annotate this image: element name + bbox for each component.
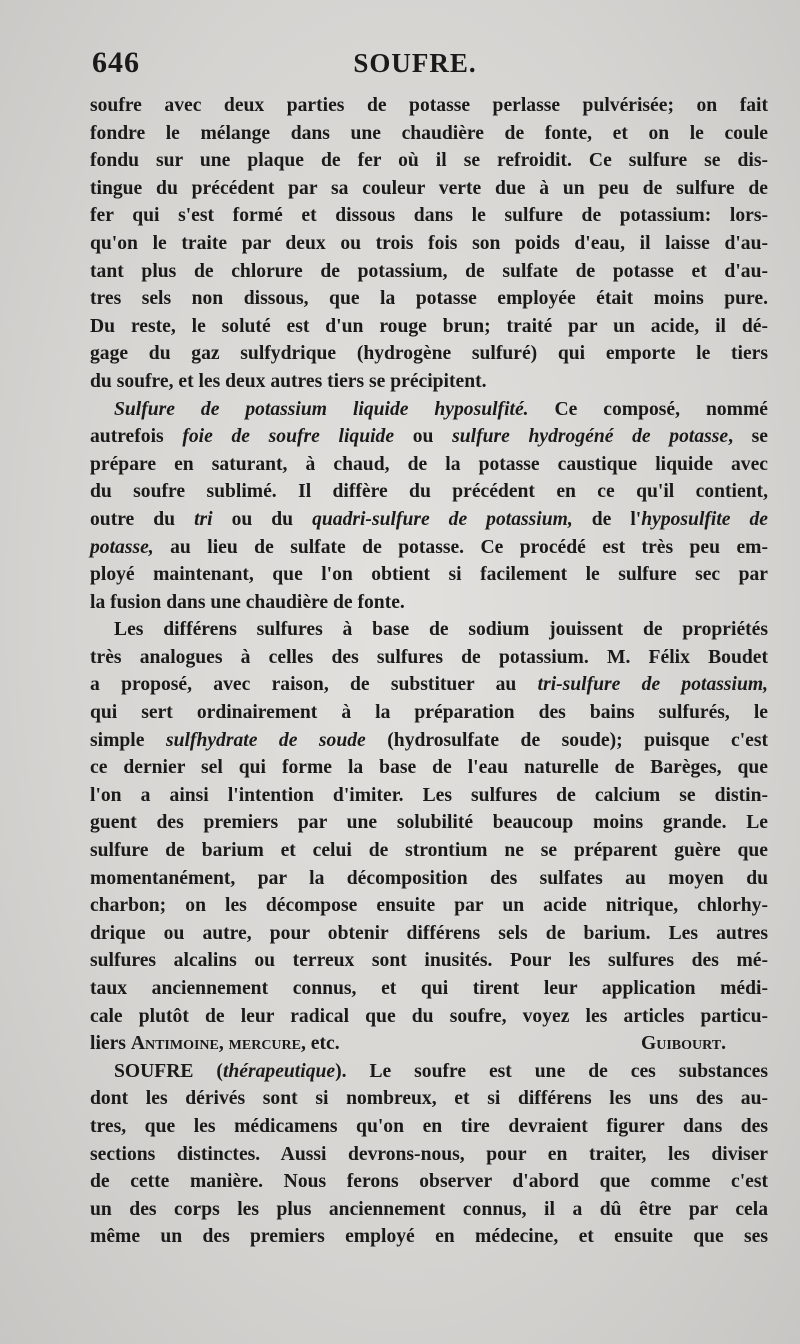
paragraph-line: prépare en saturant, à chaud, de la potasse caustique liquide avec [90,453,768,475]
text-line: qu'on le traite par deux ou trois fois son poids d'eau, il laisse d'au- [90,232,768,254]
paragraph-line: qui sert ordinairement à la préparation des bains sulfurés, le [90,702,768,724]
text-run: Ce composé, nommé [528,398,768,420]
paragraph-line: charbon; on les décompose ensuite par un acide nitrique, chlorhy- [90,895,768,917]
text-run: outre du [90,508,195,530]
paragraph-line: un des corps les plus anciennement connus, il a dû être par cela [90,1198,768,1220]
paragraph-line [90,727,768,755]
paragraph-line: de cette manière. Nous ferons observer d'abord que comme c'est [90,1171,768,1193]
small-caps-term: mercure [228,1033,301,1055]
author-signature: Guibourt. [641,1033,726,1055]
paragraph-line [90,396,768,424]
paragraph-line: du soufre sublimé. Il diffère du précédent en ce qu'il contient, [90,481,768,503]
paragraph-line: dont les dérivés sont si nombreux, et si différens les uns des au- [90,1088,768,1110]
paragraph-line: l'on a ainsi l'intention d'imiter. Les sulfures de calcium se distin- [90,784,768,806]
italic-term: tri [194,508,213,530]
paragraph-line: drique ou autre, pour obtenir différens sels de barium. Les autres [90,922,768,944]
paragraph-line: ce dernier sel qui forme la base de l'eau naturelle de Barèges, que [90,757,768,779]
italic-term: Sulfure de potassium liquide hyposulfité. [114,398,529,420]
entry-heading: SOUFRE [114,1060,194,1082]
paragraph-line: la fusion dans une chaudière de fonte. [90,591,405,613]
italic-term: potasse, [90,536,154,558]
paragraph-line: sections distinctes. Aussi devrons-nous, pour en traiter, les diviser [90,1143,768,1165]
signature-line [90,1030,768,1058]
text-run: au lieu de sulfate de potasse. Ce procédé est très peu em- [153,536,768,558]
paragraph-line: sulfures alcalins ou terreux sont inusités. Pour les sulfures des mé- [90,950,768,972]
paragraph-line: ployé maintenant, que l'on obtient si facilement le sulfure sec par [90,564,768,586]
text-line: tant plus de chlorure de potassium, de sulfate de potasse et d'au- [90,260,768,282]
text-run: ). Le soufre est une de ces substances [335,1060,768,1082]
page-body [90,92,768,1251]
page-number: 646 [92,46,140,79]
italic-term: thérapeutique [222,1060,336,1082]
paragraph-line: même un des premiers employé en médecine, et ensuite que ses [90,1226,768,1248]
italic-term: sulfhydrate de soude [165,729,366,751]
text-line: fondu sur une plaque de fer où il se refroidit. Ce sulfure se dis- [90,150,768,172]
paragraph-line [90,1058,768,1086]
text-line: fer qui s'est formé et dissous dans le sulfure de potassium: lors- [90,205,768,227]
paragraph-line: taux anciennement connus, et qui tirent leur application médi- [90,978,768,999]
paragraph-line: momentanément, par la décomposition des sulfates au moyen du [90,867,768,889]
text-line: tres sels non dissous, que la potasse employée était moins pure. [90,288,768,310]
italic-term: sulfure hydrogéné de potasse [452,426,729,448]
italic-term: quadri-sulfure de potassium, [312,508,573,530]
text-run: (hydrosulfate de soude); puisque c'est [365,729,769,751]
paragraph-line: Les différens sulfures à base de sodium jouissent de propriétés [114,619,768,641]
text-run: , se [728,426,768,448]
text-run: ( [193,1060,223,1082]
text-run: autrefois [90,426,183,448]
paragraph-line: très analogues à celles des sulfures de potassium. M. Félix Boudet [90,646,768,668]
paragraph-line: guent des premiers par une solubilité beaucoup moins grande. Le [90,812,768,834]
paragraph-line [90,534,768,562]
text-run: ou du [212,508,313,530]
paragraph-line [90,423,768,451]
paragraph-line [90,671,768,699]
text-run: liers [90,1033,131,1055]
page-header [0,40,800,90]
text-run: a proposé, avec raison, de substituer au [90,674,538,696]
text-run: simple [90,729,166,751]
text-run: , etc. [301,1033,340,1055]
paragraph-line: sulfure de barium et celui de strontium ne se préparent guère que [90,840,768,862]
italic-term: foie de soufre liquide [182,426,395,448]
running-title: SOUFRE. [353,48,477,78]
text-line: Du reste, le soluté est d'un rouge brun; traité par un acide, il dé- [90,315,768,337]
text-line: du soufre, et les deux autres tiers se précipitent. [90,370,487,392]
paragraph-line: tres, que les médicamens qu'on en tire devraient figurer dans des [90,1115,768,1137]
text-line: gage du gaz sulfydrique (hydrogène sulfuré) qui emporte le tiers [90,343,768,365]
paragraph-line [90,506,768,534]
italic-term: hyposulfite de [641,508,768,530]
text-run: , [218,1033,229,1055]
text-line: tingue du précédent par sa couleur verte due à un peu de sulfure de [90,177,768,199]
text-run: ou [394,426,453,448]
small-caps-term: Antimoine [130,1033,219,1055]
text-run: de l' [572,508,642,530]
text-line: soufre avec deux parties de potasse perlasse pulvérisée; on fait [90,95,768,116]
italic-term: tri-sulfure de potassium, [537,674,768,696]
paragraph-line: cale plutôt de leur radical que du soufre, voyez les articles particu- [90,1005,768,1027]
text-line: fondre le mélange dans une chaudière de fonte, et on le coule [90,122,768,144]
text-run [90,1030,340,1058]
